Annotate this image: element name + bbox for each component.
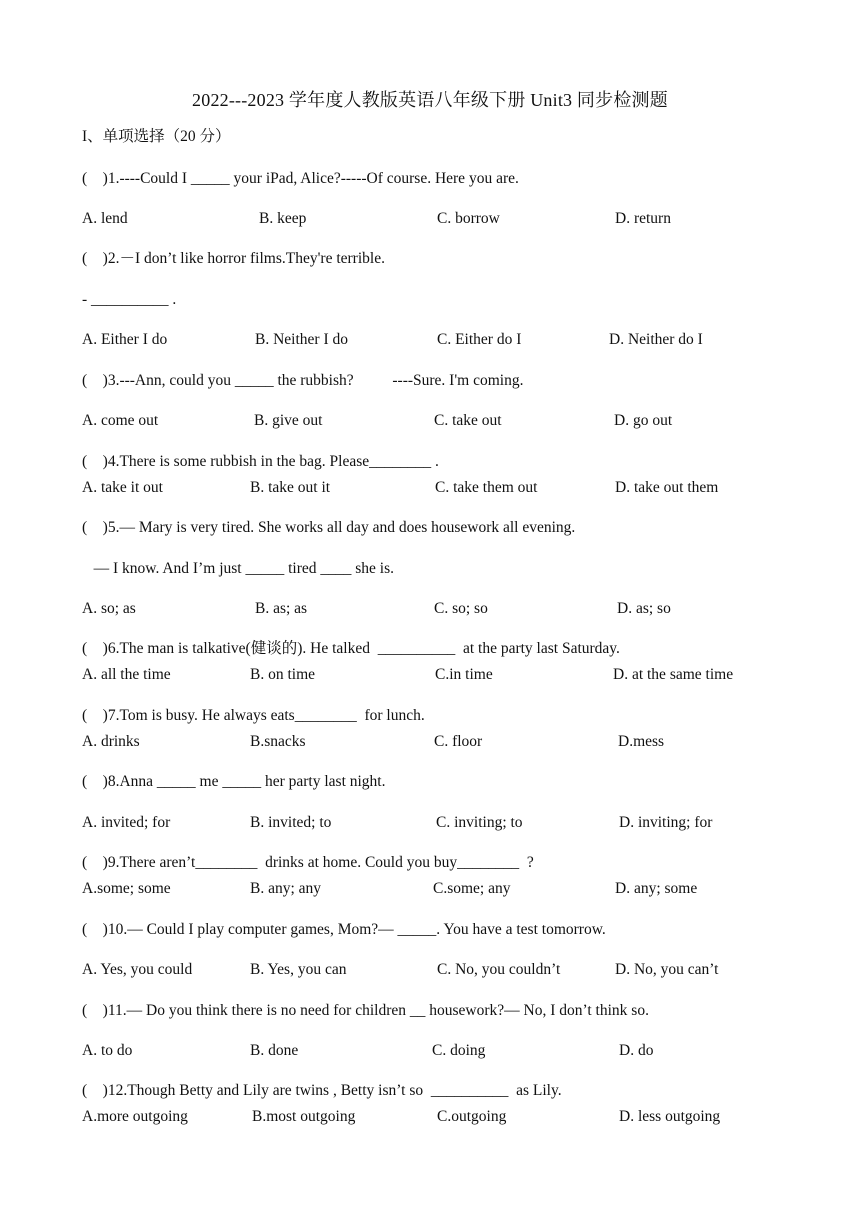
question-stem: ( )10.— Could I play computer games, Mom?— _____. You have a test tomorrow.: [82, 921, 606, 938]
option-c: C. borrow: [437, 210, 500, 227]
option-b: B. take out it: [250, 479, 331, 496]
option-b: B.snacks: [250, 733, 306, 750]
option-d: D. No, you can’t: [615, 961, 719, 978]
option-b: B. on time: [250, 666, 316, 683]
option-a: A. invited; for: [82, 814, 171, 831]
question-stem: ( )8.Anna _____ me _____ her party last night.: [82, 773, 386, 790]
option-a: A. Yes, you could: [82, 961, 193, 978]
option-b: B.most outgoing: [252, 1108, 356, 1125]
option-c: C.some; any: [433, 880, 511, 897]
option-c: C. inviting; to: [436, 814, 523, 831]
question-stem: ( )5.— Mary is very tired. She works all day and does housework all evening.: [82, 519, 576, 536]
option-d: D. return: [615, 210, 671, 227]
option-a: A. all the time: [82, 666, 171, 683]
option-c: C. so; so: [434, 600, 488, 617]
option-c: C. Either do I: [437, 331, 522, 348]
option-d: D. take out them: [615, 479, 719, 496]
question-stem: ( )1.----Could I _____ your iPad, Alice?-----Of course. Here you are.: [82, 170, 519, 187]
option-d: D. inviting; for: [619, 814, 713, 831]
option-b: B. Neither I do: [255, 331, 348, 348]
option-a: A. take it out: [82, 479, 163, 496]
question-stem-continued: - __________ .: [82, 291, 177, 308]
option-b: B. keep: [259, 210, 307, 227]
option-c: C. take them out: [435, 479, 538, 496]
option-c: C.outgoing: [437, 1108, 507, 1125]
option-b: B. Yes, you can: [250, 961, 347, 978]
question-stem-continued: — I know. And I’m just _____ tired ____ she is.: [82, 560, 394, 577]
option-a: A. to do: [82, 1042, 133, 1059]
question-stem: ( )6.The man is talkative(健谈的). He talked __________ at the party last Saturday.: [82, 640, 620, 657]
option-a: A.more outgoing: [82, 1108, 188, 1125]
question-stem: ( )12.Though Betty and Lily are twins , Betty isn’t so __________ as Lily.: [82, 1082, 562, 1099]
option-a: A.some; some: [82, 880, 171, 897]
option-c: C.in time: [435, 666, 493, 683]
option-a: A. Either I do: [82, 331, 168, 348]
option-d: D. as; so: [617, 600, 671, 617]
option-d: D. any; some: [615, 880, 698, 897]
question-stem: ( )4.There is some rubbish in the bag. Please________ .: [82, 453, 439, 470]
option-a: A. come out: [82, 412, 159, 429]
option-b: B. done: [250, 1042, 299, 1059]
option-d: D. Neither do I: [609, 331, 703, 348]
option-d: D. do: [619, 1042, 654, 1059]
question-stem: ( )11.— Do you think there is no need for children __ housework?— No, I don’t think so.: [82, 1002, 649, 1019]
option-b: B. as; as: [255, 600, 308, 617]
option-d: D. less outgoing: [619, 1108, 721, 1125]
option-d: D.mess: [618, 733, 665, 750]
question-stem: ( )2.－I don’t like horror films.They're terrible.: [82, 250, 385, 267]
page-title: 2022---2023 学年度人教版英语八年级下册 Unit3 同步检测题: [192, 90, 668, 110]
option-a: A. so; as: [82, 600, 136, 617]
option-d: D. go out: [614, 412, 673, 429]
section-heading: I、单项选择（20 分）: [82, 128, 231, 145]
option-c: C. doing: [432, 1042, 486, 1059]
option-a: A. drinks: [82, 733, 140, 750]
option-c: C. floor: [434, 733, 483, 750]
question-stem: ( )9.There aren’t________ drinks at home. Could you buy________ ?: [82, 854, 534, 871]
option-d: D. at the same time: [613, 666, 734, 683]
question-stem: ( )7.Tom is busy. He always eats________ for lunch.: [82, 707, 425, 724]
option-c: C. take out: [434, 412, 502, 429]
option-b: B. give out: [254, 412, 323, 429]
question-stem: ( )3.---Ann, could you _____ the rubbish? ----Sure. I'm coming.: [82, 372, 524, 389]
option-b: B. invited; to: [250, 814, 332, 831]
option-c: C. No, you couldn’t: [437, 961, 561, 978]
option-b: B. any; any: [250, 880, 322, 897]
option-a: A. lend: [82, 210, 128, 227]
